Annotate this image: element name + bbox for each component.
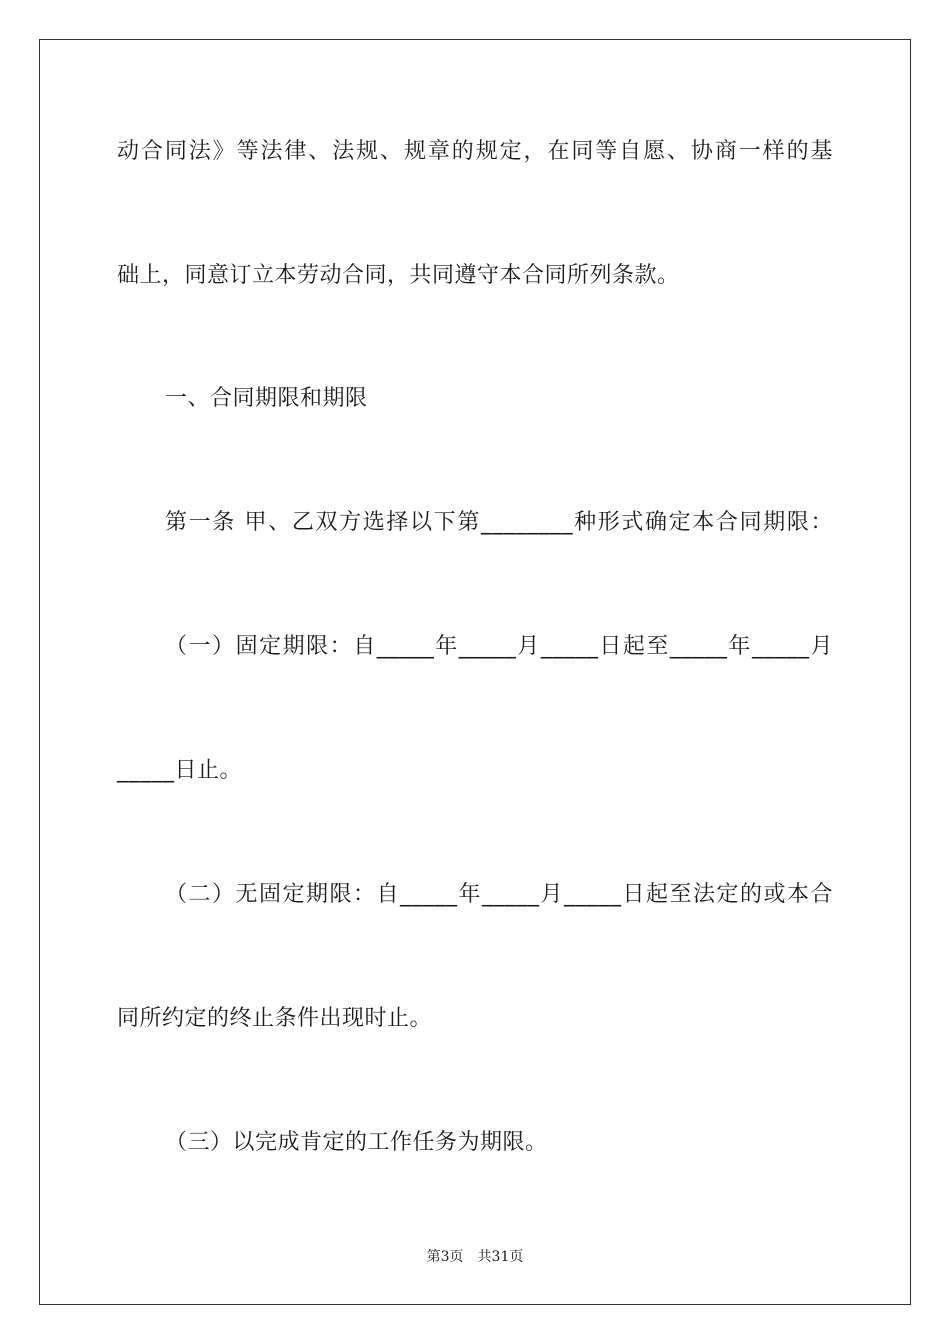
body-text-line-2: 础上，同意订立本劳动合同，共同遵守本合同所列条款。 bbox=[117, 263, 680, 288]
body-text-line-1: 动合同法》等法律、法规、规章的规定，在同等自愿、协商一样的基 bbox=[117, 139, 833, 164]
page-number-footer: 第3页 共31页 bbox=[426, 1249, 524, 1265]
article-one-text: 第一条 甲、乙双方选择以下第________种形式确定本合同期限： bbox=[165, 510, 833, 535]
clause-fixed-term-continued: _____日止。 bbox=[117, 758, 243, 783]
clause-open-ended-term: （二）无固定期限：自_____年_____月_____日起至法定的或本合 bbox=[165, 882, 833, 907]
clause-fixed-term: （一）固定期限：自_____年_____月_____日起至_____年_____月 bbox=[165, 634, 833, 659]
clause-task-based-term: （三）以完成肯定的工作任务为期限。 bbox=[165, 1130, 548, 1155]
section-heading: 一、合同期限和期限 bbox=[165, 386, 368, 411]
clause-open-ended-term-continued: 同所约定的终止条件出现时止。 bbox=[117, 1006, 433, 1031]
page-border bbox=[39, 39, 911, 1305]
